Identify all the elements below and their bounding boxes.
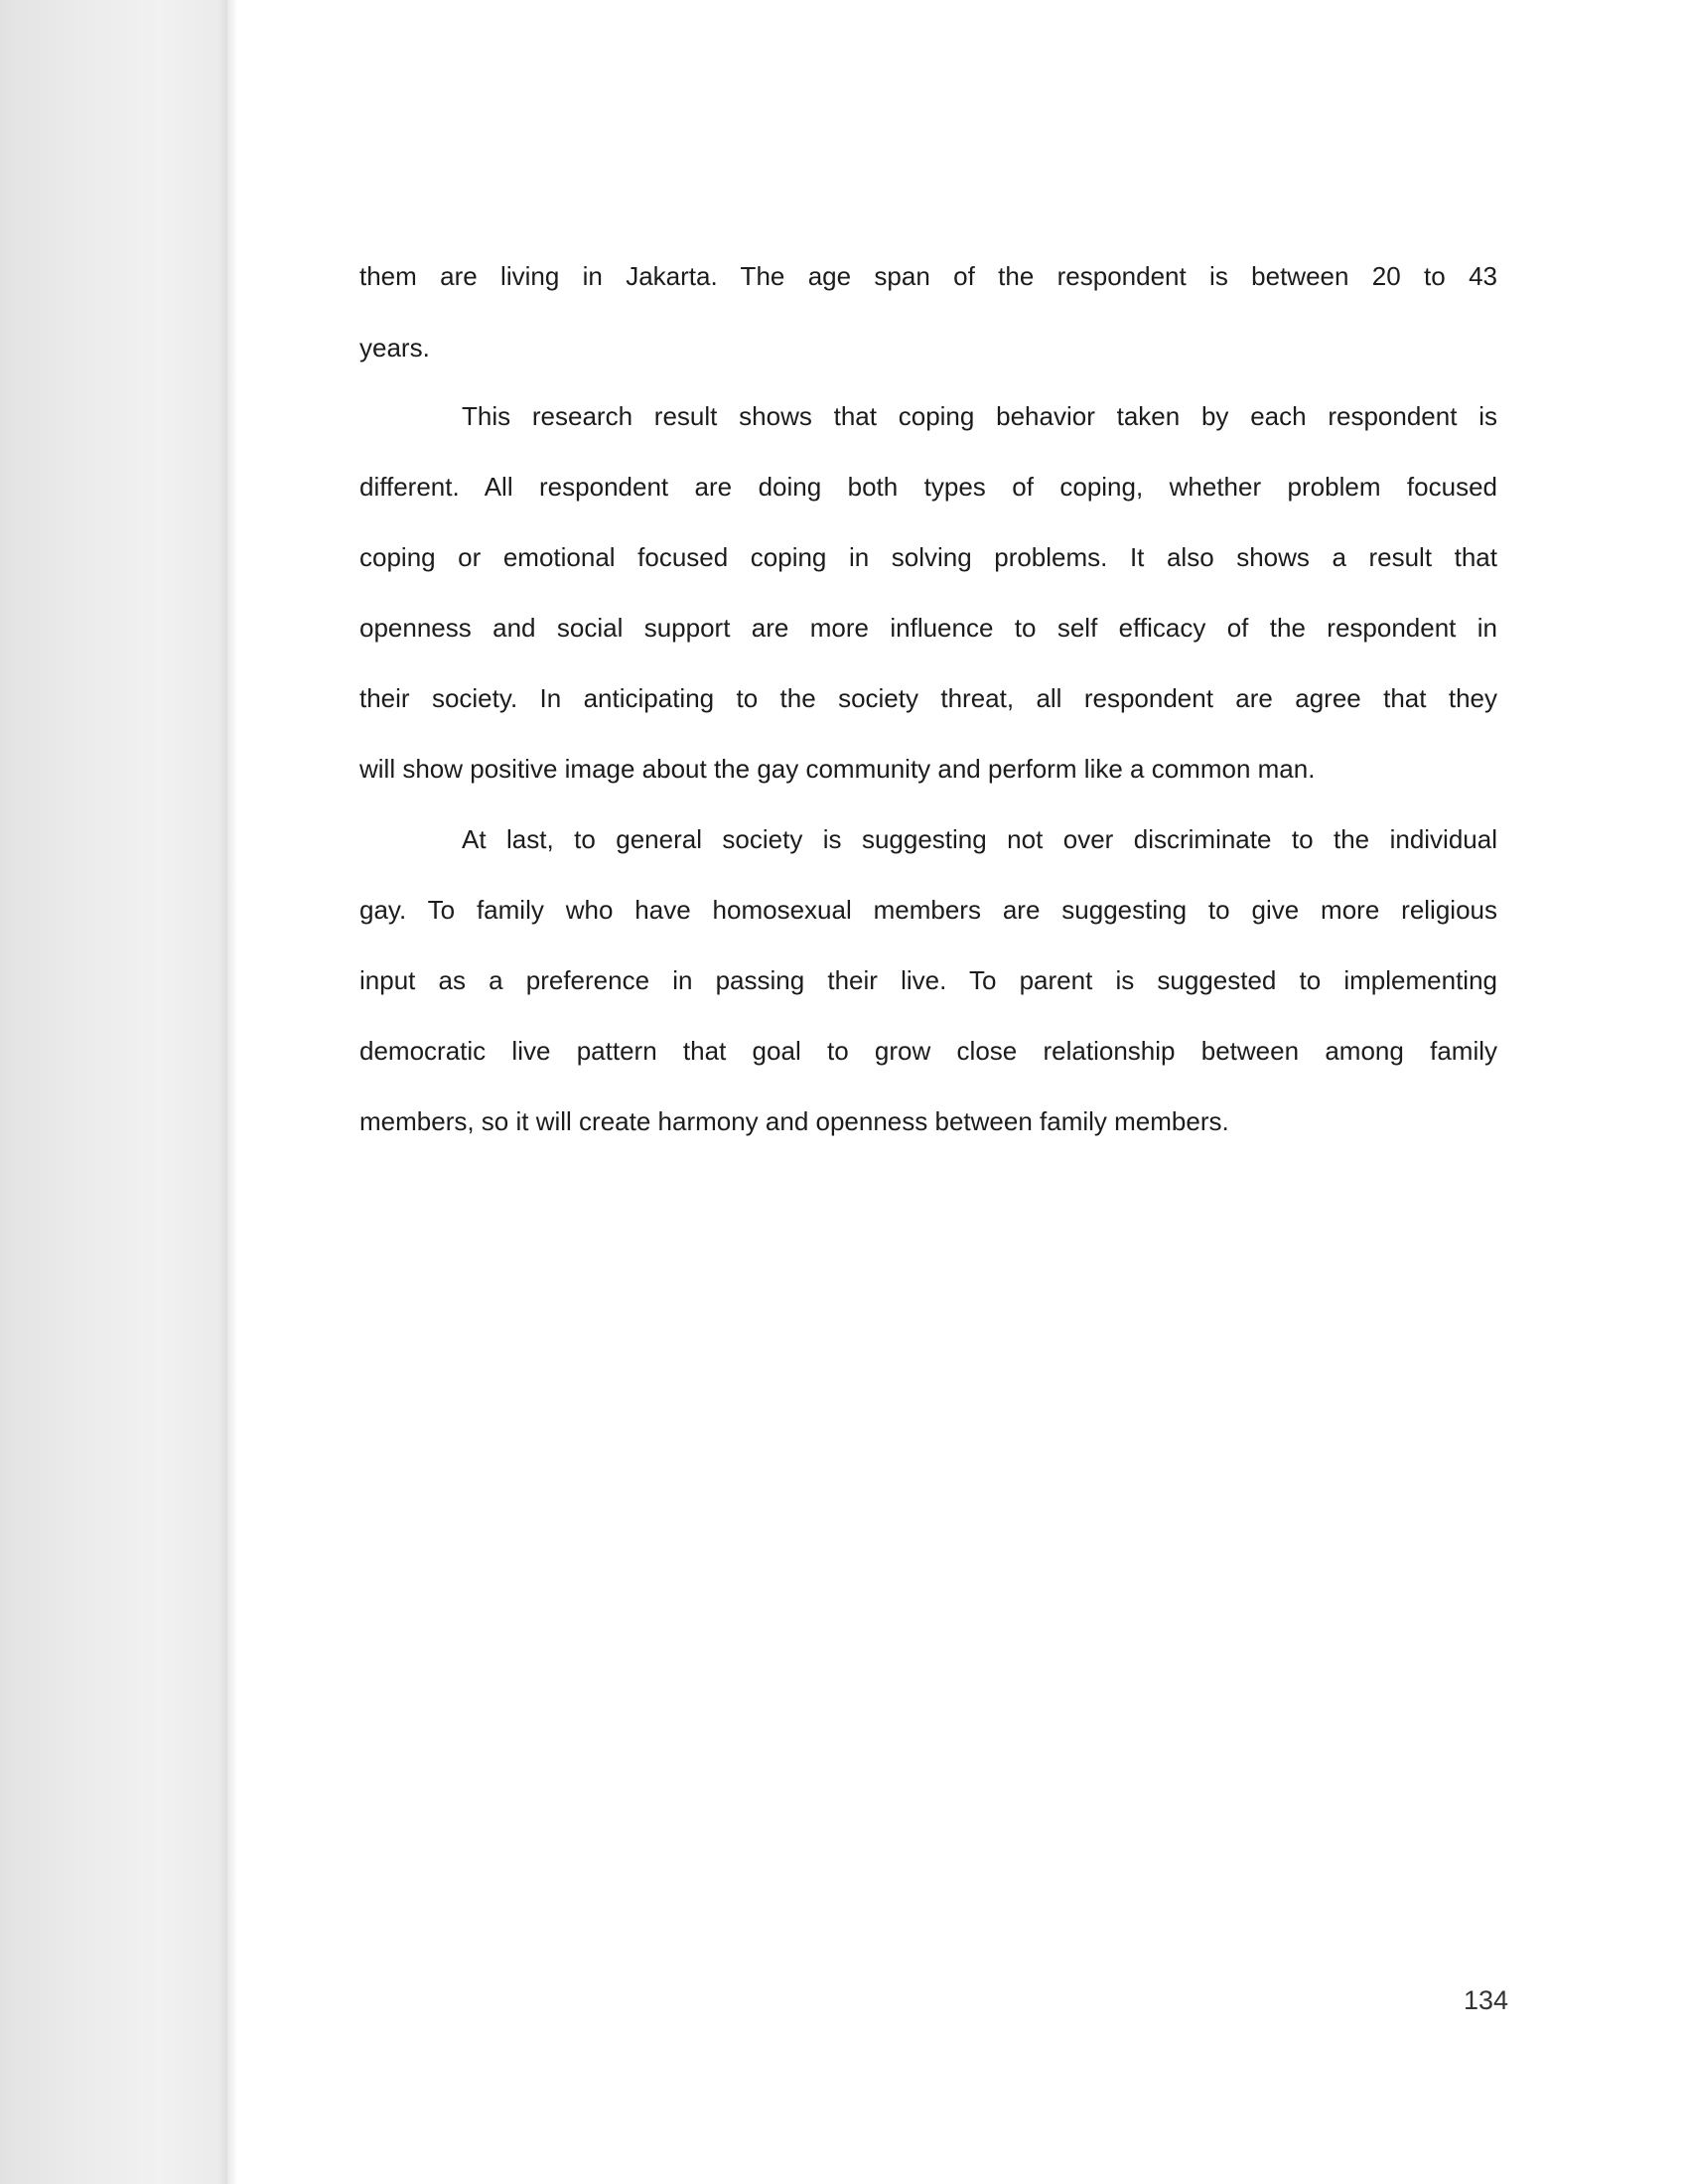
scan-page-edge (227, 0, 237, 2184)
text-line: gay. To family who have homosexual members are suggesting to give more religious (359, 895, 1497, 925)
text-line: their society. In anticipating to the society threat, all respondent are agree that they (359, 683, 1497, 713)
text-line: input as a preference in passing their live. To parent is suggested to implementing (359, 965, 1497, 995)
text-line: members, so it will create harmony and openness between family members. (359, 1106, 1229, 1136)
page-number: 134 (1464, 1985, 1509, 2015)
text-line: This research result shows that coping behavior taken by each respondent is (462, 401, 1497, 431)
text-line: coping or emotional focused coping in solving problems. It also shows a result that (359, 542, 1497, 572)
scan-binding-shadow (0, 0, 227, 2184)
text-line: will show positive image about the gay community and perform like a common man. (359, 754, 1316, 784)
text-line: different. All respondent are doing both types of coping, whether problem focused (359, 472, 1497, 502)
text-line: At last, to general society is suggesting not over discriminate to the individual (462, 824, 1497, 854)
text-line: democratic live pattern that goal to grow close relationship between among family (359, 1036, 1497, 1066)
text-line: openness and social support are more influence to self efficacy of the respondent in (359, 613, 1497, 643)
text-line: years. (359, 333, 430, 363)
text-line: them are living in Jakarta. The age span of the respondent is between 20 to 43 (359, 261, 1497, 291)
